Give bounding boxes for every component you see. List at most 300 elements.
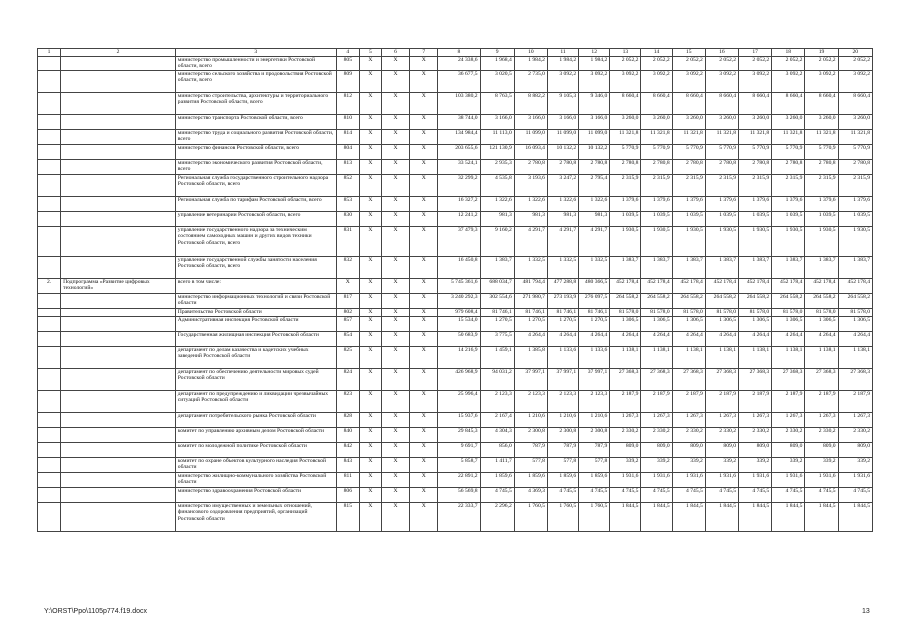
amount-cell: 1 270,5 [579, 317, 610, 332]
amount-cell: 1 385,8 [514, 347, 547, 369]
amount-cell: 25 996,4 [438, 391, 480, 413]
executor-name-cell: комитет по охране объектов культурного наследия Ростовской области [175, 458, 336, 473]
amount-cell: 1 760,5 [547, 503, 578, 532]
program-name-cell [61, 257, 176, 279]
amount-cell: 2 330,2 [705, 428, 738, 443]
amount-cell: 481 794,4 [514, 279, 547, 294]
amount-cell: 1 984,2 [514, 57, 547, 71]
amount-cell: 981,3 [579, 212, 610, 227]
amount-cell: 787,9 [514, 443, 547, 458]
amount-cell: 27 368,3 [672, 369, 705, 391]
amount-cell: 9 105,3 [547, 93, 578, 115]
amount-cell: 81 746,1 [547, 309, 578, 317]
executor-name-cell: департамент потребительского рынка Ростовской области [175, 413, 336, 428]
amount-cell: 264 558,2 [641, 294, 672, 309]
amount-cell: 1 133,6 [579, 347, 610, 369]
amount-cell: 1 379,6 [672, 197, 705, 212]
code-cell: X [410, 309, 438, 317]
code-cell: X [382, 391, 410, 413]
amount-cell: 2 315,9 [672, 175, 705, 197]
amount-cell: 5 770,9 [610, 145, 641, 160]
code-cell: X [382, 130, 410, 145]
amount-cell: 3 092,2 [705, 71, 738, 93]
table-row [38, 503, 873, 532]
amount-cell: 1 306,5 [805, 317, 838, 332]
amount-cell: 5 770,9 [641, 145, 672, 160]
amount-cell: 32 299,2 [438, 175, 480, 197]
amount-cell: 1 931,6 [672, 473, 705, 488]
amount-cell: 3 092,2 [672, 71, 705, 93]
amount-cell: 1 322,6 [480, 197, 514, 212]
executor-name-cell: министерство экономического развития Ростовской области, всего [175, 160, 336, 175]
amount-cell: 27 368,3 [772, 369, 805, 391]
table-row [38, 391, 873, 413]
amount-cell: 1 039,5 [772, 212, 805, 227]
code-cell: 857 [336, 317, 359, 332]
amount-cell: 981,3 [480, 212, 514, 227]
column-number-cell: 11 [547, 49, 578, 57]
amount-cell: 1 306,5 [610, 317, 641, 332]
amount-cell: 1 138,1 [641, 347, 672, 369]
amount-cell: 2 780,8 [672, 160, 705, 175]
amount-cell: 4 745,5 [838, 488, 872, 503]
executor-name-cell: управление государственного надзора за техническим состоянием самоходных машин и других видов техники Ростовской области, всего [175, 227, 336, 257]
executor-name-cell: Региональная служба по тарифам Ростовской области, всего [175, 197, 336, 212]
executor-name-cell: министерство строительства, архитектуры и территориального развития Ростовской области, всего [175, 93, 336, 115]
row-number-cell [38, 369, 61, 391]
code-cell: X [410, 93, 438, 115]
code-cell: X [359, 145, 381, 160]
column-number-row [38, 49, 873, 57]
amount-cell: 2 780,8 [579, 160, 610, 175]
column-number-cell: 18 [772, 49, 805, 57]
amount-cell: 10 132,2 [547, 145, 578, 160]
code-cell: X [382, 309, 410, 317]
code-cell: 806 [336, 488, 359, 503]
amount-cell: 3 092,2 [610, 71, 641, 93]
amount-cell: 264 558,2 [772, 294, 805, 309]
amount-cell: 3 092,2 [739, 71, 772, 93]
code-cell: X [382, 503, 410, 532]
amount-cell: 5 770,9 [805, 145, 838, 160]
amount-cell: 4 745,5 [641, 488, 672, 503]
amount-cell: 787,9 [547, 443, 578, 458]
code-cell: 810 [336, 115, 359, 130]
amount-cell: 1 984,2 [579, 57, 610, 71]
code-cell: X [410, 413, 438, 428]
amount-cell: 1 930,5 [772, 227, 805, 257]
amount-cell: 4 264,4 [514, 332, 547, 347]
amount-cell: 1 760,5 [579, 503, 610, 532]
amount-cell: 1 039,5 [838, 212, 872, 227]
amount-cell: 4 264,4 [672, 332, 705, 347]
table-row [38, 317, 873, 332]
amount-cell: 1 306,5 [772, 317, 805, 332]
amount-cell: 1 859,6 [514, 473, 547, 488]
executor-name-cell: Государственная жилищная инспекция Ростовской области [175, 332, 336, 347]
amount-cell: 4 264,4 [579, 332, 610, 347]
code-cell: X [359, 369, 381, 391]
amount-cell: 1 844,5 [772, 503, 805, 532]
amount-cell: 12 241,2 [438, 212, 480, 227]
column-number-cell: 7 [410, 49, 438, 57]
amount-cell: 103 380,2 [438, 93, 480, 115]
amount-cell: 1 267,3 [805, 413, 838, 428]
code-cell: X [359, 257, 381, 279]
amount-cell: 981,3 [514, 212, 547, 227]
amount-cell: 2 052,2 [772, 57, 805, 71]
code-cell: X [359, 227, 381, 257]
code-cell: X [359, 130, 381, 145]
amount-cell: 1 267,3 [772, 413, 805, 428]
table-row [38, 279, 873, 294]
amount-cell: 11 321,8 [672, 130, 705, 145]
amount-cell: 339,2 [838, 458, 872, 473]
amount-cell: 15 534,0 [438, 317, 480, 332]
code-cell: X [410, 317, 438, 332]
amount-cell: 33 524,1 [438, 160, 480, 175]
amount-cell: 1 267,3 [838, 413, 872, 428]
amount-cell: 3 260,0 [610, 115, 641, 130]
amount-cell: 81 578,0 [739, 309, 772, 317]
amount-cell: 1 844,5 [805, 503, 838, 532]
amount-cell: 2 330,2 [805, 428, 838, 443]
program-name-cell [61, 93, 176, 115]
amount-cell: 3 247,2 [547, 175, 578, 197]
amount-cell: 4 291,7 [547, 227, 578, 257]
amount-cell: 81 578,0 [610, 309, 641, 317]
table-row [38, 369, 873, 391]
amount-cell: 3 166,0 [480, 115, 514, 130]
code-cell: 805 [336, 57, 359, 71]
amount-cell: 1 383,7 [610, 257, 641, 279]
amount-cell: 3 020,5 [480, 71, 514, 93]
program-name-cell [61, 347, 176, 369]
amount-cell: 1 306,5 [641, 317, 672, 332]
amount-cell: 8 660,4 [805, 93, 838, 115]
amount-cell: 5 858,7 [438, 458, 480, 473]
amount-cell: 856,0 [480, 443, 514, 458]
code-cell: 802 [336, 309, 359, 317]
column-number-cell: 14 [641, 49, 672, 57]
code-cell: X [336, 279, 359, 294]
code-cell: X [359, 347, 381, 369]
code-cell: 817 [336, 294, 359, 309]
amount-cell: 809,0 [838, 443, 872, 458]
amount-cell: 1 267,3 [739, 413, 772, 428]
code-cell: 823 [336, 391, 359, 413]
amount-cell: 1 138,1 [672, 347, 705, 369]
column-number-cell: 12 [579, 49, 610, 57]
amount-cell: 2 123,3 [579, 391, 610, 413]
amount-cell: 4 745,5 [547, 488, 578, 503]
row-number-cell [38, 175, 61, 197]
amount-cell: 81 578,0 [805, 309, 838, 317]
amount-cell: 1 844,5 [838, 503, 872, 532]
code-cell: X [359, 488, 381, 503]
code-cell: X [410, 428, 438, 443]
amount-cell: 2 123,3 [547, 391, 578, 413]
row-number-cell [38, 212, 61, 227]
amount-cell: 27 368,3 [705, 369, 738, 391]
code-cell: 830 [336, 212, 359, 227]
executor-name-cell: управление государственной службы занятости населения Ростовской области, всего [175, 257, 336, 279]
code-cell: X [359, 279, 381, 294]
amount-cell: 56 569,8 [438, 488, 480, 503]
code-cell: X [382, 212, 410, 227]
code-cell: 843 [336, 458, 359, 473]
amount-cell: 1 379,6 [641, 197, 672, 212]
table-row [38, 294, 873, 309]
amount-cell: 81 578,0 [672, 309, 705, 317]
code-cell: X [410, 443, 438, 458]
amount-cell: 1 844,5 [705, 503, 738, 532]
code-cell: 824 [336, 369, 359, 391]
amount-cell: 1 383,7 [672, 257, 705, 279]
column-number-cell: 17 [739, 49, 772, 57]
program-name-cell [61, 294, 176, 309]
amount-cell: 1 383,7 [641, 257, 672, 279]
amount-cell: 2 300,8 [579, 428, 610, 443]
code-cell: X [382, 428, 410, 443]
amount-cell: 50 683,9 [438, 332, 480, 347]
amount-cell: 1 138,1 [805, 347, 838, 369]
row-number-cell [38, 488, 61, 503]
code-cell: X [410, 391, 438, 413]
amount-cell: 1 459,1 [480, 347, 514, 369]
row-number-cell [38, 160, 61, 175]
code-cell: X [359, 413, 381, 428]
column-number-cell: 8 [438, 49, 480, 57]
amount-cell: 3 193,6 [514, 175, 547, 197]
amount-cell: 787,9 [579, 443, 610, 458]
amount-cell: 2 330,2 [610, 428, 641, 443]
amount-cell: 4 264,4 [772, 332, 805, 347]
amount-cell: 1 760,5 [514, 503, 547, 532]
program-name-cell [61, 309, 176, 317]
amount-cell: 452 178,4 [772, 279, 805, 294]
amount-cell: 339,2 [705, 458, 738, 473]
program-name-cell [61, 443, 176, 458]
amount-cell: 4 264,4 [838, 332, 872, 347]
code-cell: 842 [336, 443, 359, 458]
amount-cell: 1 306,5 [838, 317, 872, 332]
code-cell: X [359, 443, 381, 458]
code-cell: X [410, 115, 438, 130]
amount-cell: 27 368,3 [610, 369, 641, 391]
amount-cell: 4 264,4 [610, 332, 641, 347]
code-cell: X [359, 332, 381, 347]
amount-cell: 3 260,0 [838, 115, 872, 130]
amount-cell: 2 315,9 [838, 175, 872, 197]
amount-cell: 477 288,8 [547, 279, 578, 294]
amount-cell: 81 578,0 [772, 309, 805, 317]
amount-cell: 1 039,5 [672, 212, 705, 227]
amount-cell: 203 655,6 [438, 145, 480, 160]
code-cell: X [382, 71, 410, 93]
code-cell: 813 [336, 160, 359, 175]
amount-cell: 29 845,3 [438, 428, 480, 443]
amount-cell: 1 322,6 [514, 197, 547, 212]
amount-cell: 3 775,5 [480, 332, 514, 347]
amount-cell: 264 558,2 [610, 294, 641, 309]
table-row [38, 175, 873, 197]
executor-name-cell: министерство труда и социального развития Ростовской области, всего [175, 130, 336, 145]
amount-cell: 1 859,6 [547, 473, 578, 488]
row-number-cell [38, 428, 61, 443]
amount-cell: 1 930,5 [672, 227, 705, 257]
amount-cell: 1 267,3 [672, 413, 705, 428]
amount-cell: 27 368,3 [641, 369, 672, 391]
code-cell: X [359, 175, 381, 197]
code-cell: X [382, 57, 410, 71]
column-number-cell: 10 [514, 49, 547, 57]
amount-cell: 5 770,9 [739, 145, 772, 160]
executor-name-cell: министерство транспорта Ростовской области, всего [175, 115, 336, 130]
amount-cell: 22 891,2 [438, 473, 480, 488]
amount-cell: 1 138,1 [705, 347, 738, 369]
code-cell: X [359, 197, 381, 212]
amount-cell: 36 677,5 [438, 71, 480, 93]
amount-cell: 264 558,2 [672, 294, 705, 309]
row-number-cell [38, 503, 61, 532]
code-cell: 804 [336, 145, 359, 160]
amount-cell: 1 267,3 [610, 413, 641, 428]
amount-cell: 3 166,0 [547, 115, 578, 130]
code-cell: 825 [336, 347, 359, 369]
amount-cell: 1 322,6 [579, 197, 610, 212]
code-cell: X [410, 212, 438, 227]
amount-cell: 1 379,6 [610, 197, 641, 212]
amount-cell: 1 931,6 [772, 473, 805, 488]
amount-cell: 2 935,3 [480, 160, 514, 175]
amount-cell: 2 187,9 [610, 391, 641, 413]
table-row [38, 347, 873, 369]
program-name-cell [61, 227, 176, 257]
program-name-cell [61, 160, 176, 175]
code-cell: X [382, 197, 410, 212]
amount-cell: 2 187,9 [739, 391, 772, 413]
amount-cell: 809,0 [610, 443, 641, 458]
amount-cell: 81 746,1 [579, 309, 610, 317]
amount-cell: 1 270,5 [514, 317, 547, 332]
amount-cell: 809,0 [772, 443, 805, 458]
amount-cell: 8 660,4 [672, 93, 705, 115]
amount-cell: 8 763,5 [480, 93, 514, 115]
amount-cell: 81 746,1 [480, 309, 514, 317]
code-cell: X [382, 347, 410, 369]
amount-cell: 11 099,0 [547, 130, 578, 145]
amount-cell: 11 321,8 [772, 130, 805, 145]
amount-cell: 1 844,5 [672, 503, 705, 532]
program-name-cell [61, 115, 176, 130]
amount-cell: 3 092,2 [772, 71, 805, 93]
amount-cell: 2 052,2 [672, 57, 705, 71]
column-number-cell: 1 [38, 49, 61, 57]
amount-cell: 11 321,8 [641, 130, 672, 145]
code-cell: X [382, 443, 410, 458]
amount-cell: 264 558,2 [739, 294, 772, 309]
amount-cell: 1 931,6 [838, 473, 872, 488]
amount-cell: 2 315,9 [739, 175, 772, 197]
amount-cell: 27 368,3 [838, 369, 872, 391]
amount-cell: 276 097,5 [579, 294, 610, 309]
program-name-cell [61, 458, 176, 473]
amount-cell: 4 745,5 [672, 488, 705, 503]
amount-cell: 2 330,2 [739, 428, 772, 443]
program-name-cell [61, 369, 176, 391]
amount-cell: 2 330,2 [641, 428, 672, 443]
amount-cell: 1 931,6 [610, 473, 641, 488]
executor-name-cell: министерство финансов Ростовской области, всего [175, 145, 336, 160]
amount-cell: 809,0 [739, 443, 772, 458]
code-cell: X [382, 257, 410, 279]
row-number-cell [38, 458, 61, 473]
amount-cell: 1 270,5 [480, 317, 514, 332]
executor-name-cell: комитет по молодежной политике Ростовской области [175, 443, 336, 458]
executor-name-cell: управление ветеринарии Ростовской области, всего [175, 212, 336, 227]
amount-cell: 81 578,0 [838, 309, 872, 317]
amount-cell: 2 052,2 [705, 57, 738, 71]
amount-cell: 4 369,3 [514, 488, 547, 503]
amount-cell: 339,2 [610, 458, 641, 473]
amount-cell: 979 608,4 [438, 309, 480, 317]
row-number-cell [38, 227, 61, 257]
code-cell: 853 [336, 197, 359, 212]
amount-cell: 1 306,5 [672, 317, 705, 332]
amount-cell: 134 984,4 [438, 130, 480, 145]
table-row [38, 115, 873, 130]
file-path: Y:\ORST\Ppo\1105p774.f19.docx [44, 608, 147, 615]
amount-cell: 1 306,5 [705, 317, 738, 332]
row-number-cell: 2. [38, 279, 61, 294]
code-cell: X [410, 71, 438, 93]
amount-cell: 480 366,5 [579, 279, 610, 294]
code-cell: X [410, 197, 438, 212]
amount-cell: 1 379,6 [772, 197, 805, 212]
row-number-cell [38, 57, 61, 71]
amount-cell: 4 264,4 [739, 332, 772, 347]
amount-cell: 1 379,6 [805, 197, 838, 212]
code-cell: X [359, 57, 381, 71]
code-cell: 840 [336, 428, 359, 443]
code-cell: X [382, 227, 410, 257]
amount-cell: 2 780,8 [772, 160, 805, 175]
row-number-cell [38, 443, 61, 458]
column-number-cell: 2 [61, 49, 176, 57]
amount-cell: 1 379,6 [705, 197, 738, 212]
amount-cell: 2 315,9 [805, 175, 838, 197]
code-cell: X [359, 458, 381, 473]
amount-cell: 8 660,4 [739, 93, 772, 115]
code-cell: 812 [336, 93, 359, 115]
amount-cell: 4 745,5 [772, 488, 805, 503]
amount-cell: 2 735,0 [514, 71, 547, 93]
amount-cell: 2 780,8 [705, 160, 738, 175]
amount-cell: 8 660,4 [610, 93, 641, 115]
amount-cell: 1 844,5 [739, 503, 772, 532]
amount-cell: 2 052,2 [838, 57, 872, 71]
amount-cell: 1 931,6 [805, 473, 838, 488]
table-row [38, 57, 873, 71]
program-name-cell [61, 212, 176, 227]
amount-cell: 3 240 292,3 [438, 294, 480, 309]
amount-cell: 9 160,2 [480, 227, 514, 257]
amount-cell: 1 039,5 [705, 212, 738, 227]
amount-cell: 2 187,9 [772, 391, 805, 413]
amount-cell: 81 746,1 [514, 309, 547, 317]
code-cell: X [359, 160, 381, 175]
